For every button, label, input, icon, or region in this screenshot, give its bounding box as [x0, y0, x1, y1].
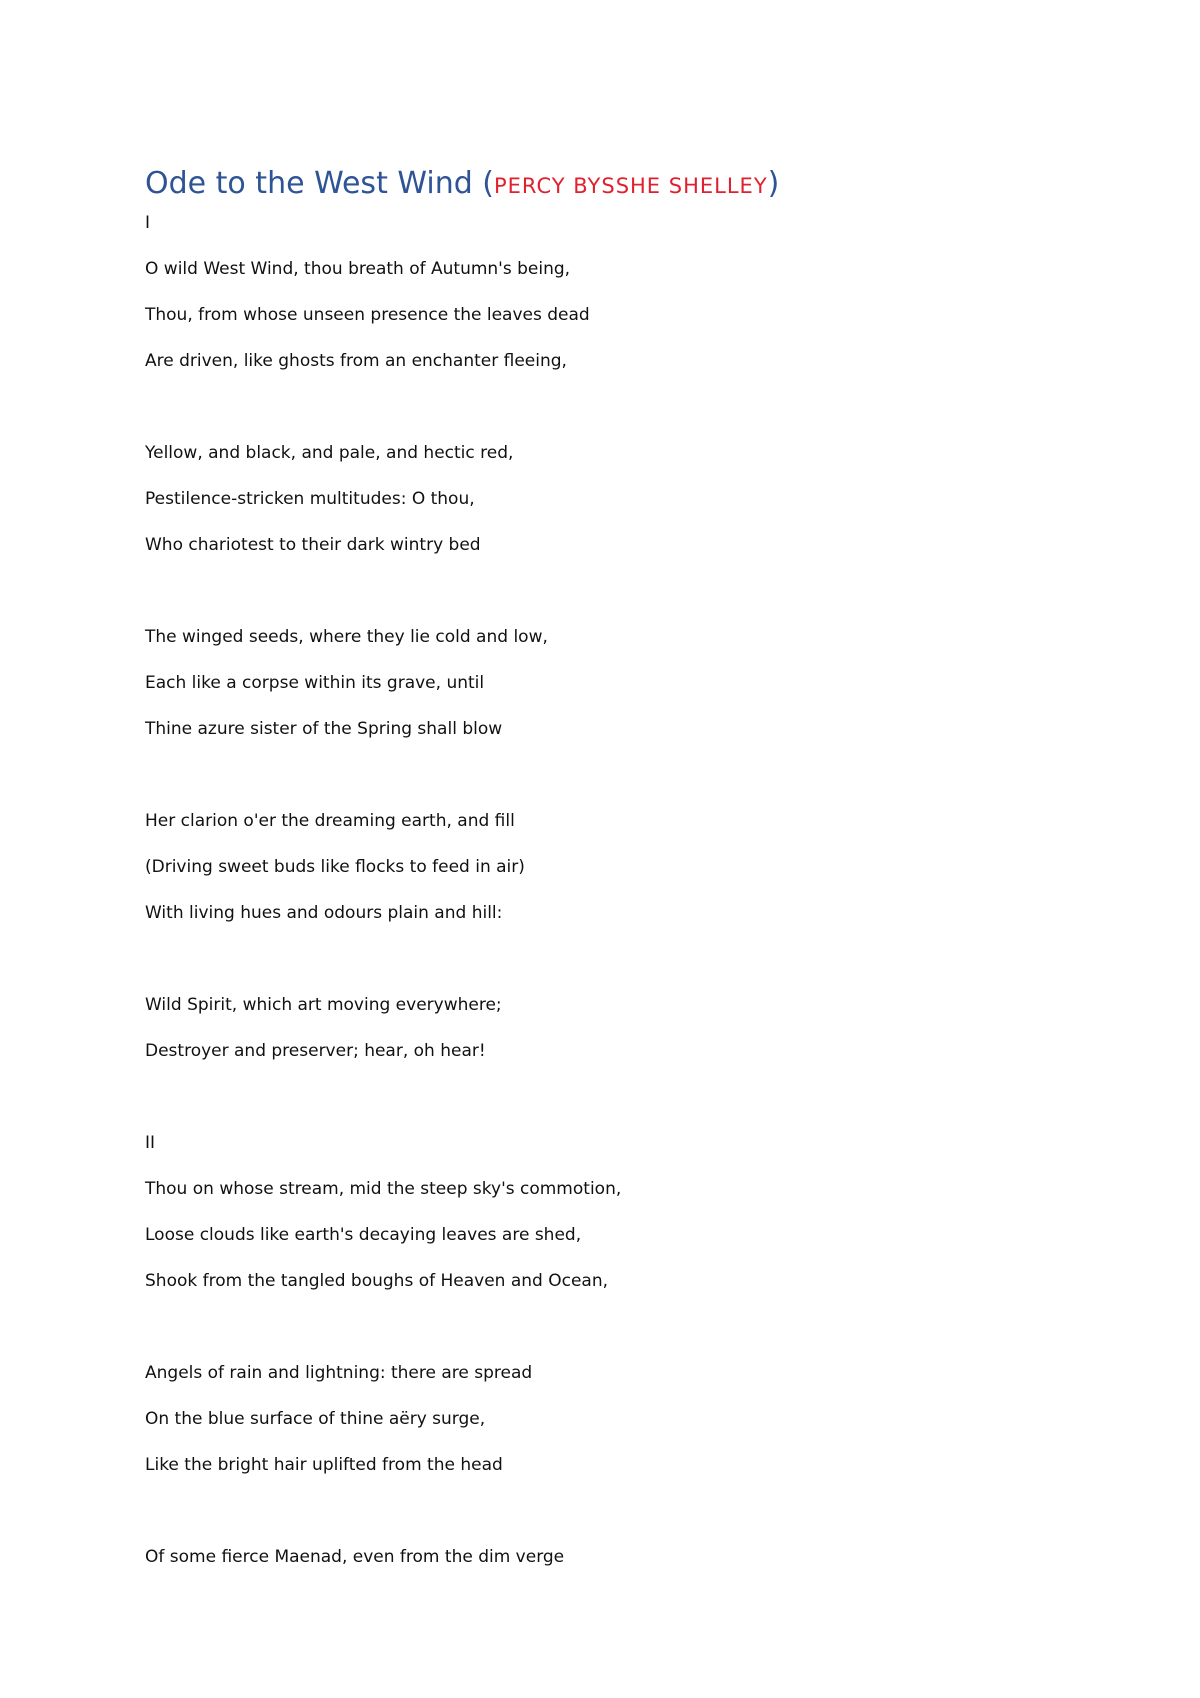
- poem-author: PERCY BYSSHE SHELLEY: [494, 174, 768, 198]
- poem-line: Like the bright hair uplifted from the head: [145, 1455, 503, 1475]
- poem-line: On the blue surface of thine aëry surge,: [145, 1409, 486, 1429]
- poem-title-close: ): [767, 166, 780, 201]
- poem-line: Angels of rain and lightning: there are spread: [145, 1363, 533, 1383]
- poem-line: Are driven, like ghosts from an enchanter fleeing,: [145, 351, 567, 371]
- poem-line: With living hues and odours plain and hill:: [145, 903, 503, 923]
- poem-line: Yellow, and black, and pale, and hectic red,: [145, 443, 514, 463]
- poem-line: Of some fierce Maenad, even from the dim verge: [145, 1547, 565, 1567]
- poem-line: The winged seeds, where they lie cold and low,: [145, 627, 548, 647]
- poem-line: Thine azure sister of the Spring shall blow: [145, 719, 503, 739]
- poem-title: [145, 166, 779, 204]
- poem-line: Her clarion o'er the dreaming earth, and fill: [145, 811, 515, 831]
- poem-line: Each like a corpse within its grave, until: [145, 673, 485, 693]
- poem-line: (Driving sweet buds like flocks to feed in air): [145, 857, 525, 877]
- poem-line: Pestilence-stricken multitudes: O thou,: [145, 489, 475, 509]
- poem-title-text: Ode to the West Wind (: [145, 166, 494, 201]
- section-numeral: I: [145, 213, 151, 233]
- poem-line: Loose clouds like earth's decaying leaves are shed,: [145, 1225, 582, 1245]
- poem-line: Thou, from whose unseen presence the leaves dead: [145, 305, 590, 325]
- poem-line: Thou on whose stream, mid the steep sky's commotion,: [145, 1179, 622, 1199]
- section-numeral: II: [145, 1133, 156, 1153]
- poem-line: O wild West Wind, thou breath of Autumn's being,: [145, 259, 571, 279]
- poem-line: Destroyer and preserver; hear, oh hear!: [145, 1041, 486, 1061]
- poem-line: Shook from the tangled boughs of Heaven and Ocean,: [145, 1271, 609, 1291]
- poem-line: Who chariotest to their dark wintry bed: [145, 535, 481, 555]
- poem-line: Wild Spirit, which art moving everywhere;: [145, 995, 502, 1015]
